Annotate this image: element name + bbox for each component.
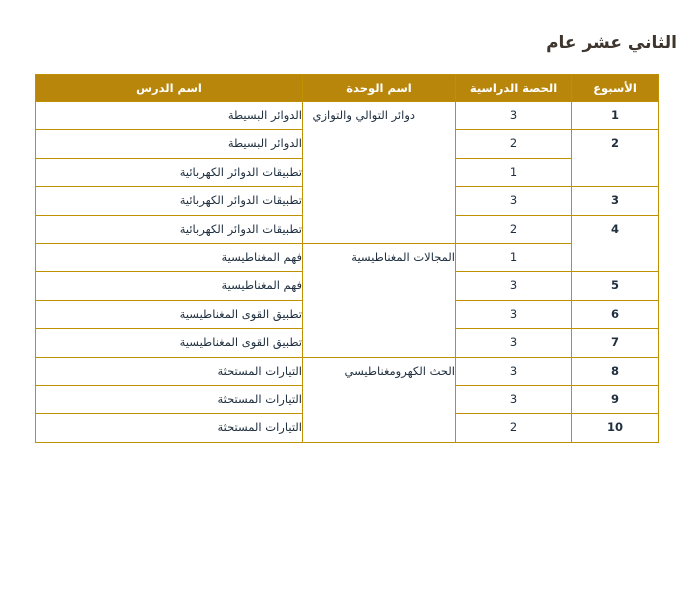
column-header-session[interactable]: الحصة الدراسية: [456, 75, 572, 102]
table-row: [36, 244, 659, 272]
lesson-cell[interactable]: التيارات المستحثة: [36, 357, 303, 385]
session-cell[interactable]: 3: [456, 357, 572, 385]
column-header-week[interactable]: الأسبوع: [572, 75, 659, 102]
lesson-cell[interactable]: التيارات المستحثة: [36, 414, 303, 442]
lesson-cell[interactable]: تطبيق القوى المغناطيسية: [36, 329, 303, 357]
unit-cell[interactable]: دوائر التوالي والتوازي: [303, 102, 456, 244]
lesson-cell[interactable]: الدوائر البسيطة: [36, 130, 303, 158]
lesson-cell[interactable]: تطبيقات الدوائر الكهربائية: [36, 158, 303, 186]
session-cell[interactable]: 3: [456, 272, 572, 300]
lesson-cell[interactable]: الدوائر البسيطة: [36, 102, 303, 130]
session-cell[interactable]: 3: [456, 386, 572, 414]
header-row: [36, 75, 659, 102]
unit-cell[interactable]: الحث الكهرومغناطيسي: [303, 357, 456, 442]
lesson-cell[interactable]: فهم المغناطيسية: [36, 244, 303, 272]
week-cell[interactable]: 1: [572, 102, 659, 130]
week-cell[interactable]: 5: [572, 272, 659, 300]
unit-cell[interactable]: المجالات المغناطيسية: [303, 244, 456, 358]
week-cell[interactable]: 2: [572, 130, 659, 187]
week-cell[interactable]: 7: [572, 329, 659, 357]
session-cell[interactable]: 3: [456, 102, 572, 130]
table-container: [35, 74, 659, 443]
lesson-cell[interactable]: تطبيق القوى المغناطيسية: [36, 300, 303, 328]
lesson-cell[interactable]: تطبيقات الدوائر الكهربائية: [36, 215, 303, 243]
session-cell[interactable]: 1: [456, 158, 572, 186]
session-cell[interactable]: 2: [456, 215, 572, 243]
column-header-lesson[interactable]: اسم الدرس: [36, 75, 303, 102]
session-cell[interactable]: 3: [456, 300, 572, 328]
session-cell[interactable]: 2: [456, 130, 572, 158]
week-cell[interactable]: 3: [572, 187, 659, 215]
session-cell[interactable]: 3: [456, 187, 572, 215]
week-cell[interactable]: 8: [572, 357, 659, 385]
lesson-cell[interactable]: التيارات المستحثة: [36, 386, 303, 414]
page-title: الثاني عشر عام: [546, 33, 677, 53]
lesson-cell[interactable]: تطبيقات الدوائر الكهربائية: [36, 187, 303, 215]
lesson-cell[interactable]: فهم المغناطيسية: [36, 272, 303, 300]
week-cell[interactable]: 6: [572, 300, 659, 328]
week-cell[interactable]: 4: [572, 215, 659, 272]
session-cell[interactable]: 1: [456, 244, 572, 272]
curriculum-table: [35, 74, 659, 443]
session-cell[interactable]: 2: [456, 414, 572, 442]
table-row: [36, 357, 659, 385]
week-cell[interactable]: 10: [572, 414, 659, 442]
table-row: [36, 102, 659, 130]
week-cell[interactable]: 9: [572, 386, 659, 414]
session-cell[interactable]: 3: [456, 329, 572, 357]
column-header-unit[interactable]: اسم الوحدة: [303, 75, 456, 102]
